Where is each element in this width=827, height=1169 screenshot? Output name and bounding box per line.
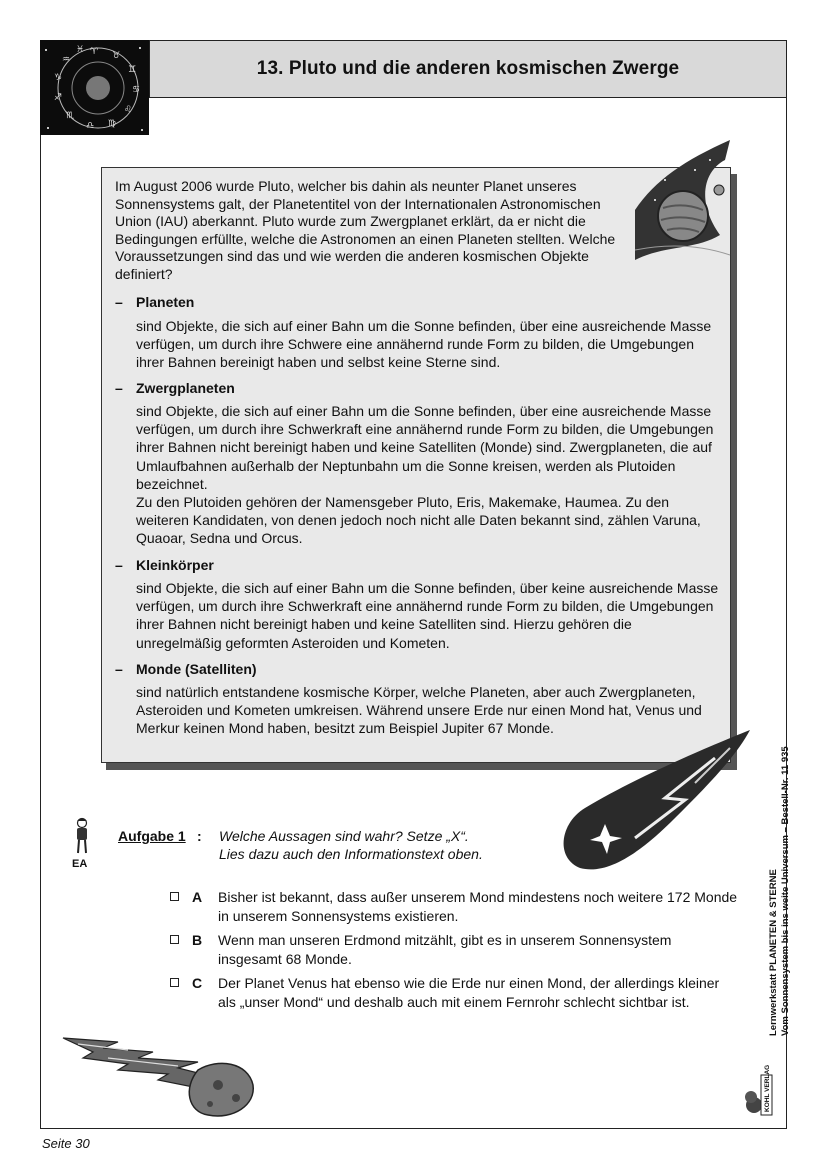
- checkbox-b[interactable]: [170, 935, 179, 944]
- section-text-planeten: sind Objekte, die sich auf einer Bahn um die Sonne befinden, über eine ausreichende Masse verfügen, um durch ihre Schwere eine annähernd runde Form zu bilden, die Umgebungen ihrer Bahnen bereinigt haben und selbst keine Sterne sind.: [136, 318, 712, 371]
- option-text: Wenn man unseren Erdmond mitzählt, gibt es in unserem Sonnensystem insgesamt 68 Monde.: [218, 932, 672, 967]
- section-heading-monde: [115, 661, 257, 678]
- svg-text:♊: ♊: [128, 65, 137, 75]
- task-label: Aufgabe 1: [118, 828, 186, 844]
- svg-text:♑: ♑: [54, 73, 63, 83]
- section-heading-label: Monde (Satelliten): [136, 661, 257, 677]
- checkbox-a[interactable]: [170, 892, 179, 901]
- person-icon: [73, 817, 91, 855]
- ea-label: EA: [72, 858, 88, 870]
- planet-illustration: [625, 140, 735, 270]
- dash: –: [115, 294, 123, 310]
- dash: –: [115, 557, 123, 573]
- title-bar: [149, 40, 787, 98]
- svg-text:♒: ♒: [62, 55, 71, 65]
- dash: –: [115, 380, 123, 396]
- page-number: Seite 30: [42, 1136, 90, 1151]
- section-heading-label: Planeten: [136, 294, 195, 310]
- option-text: Bisher ist bekannt, dass außer unserem Mond mindestens noch weitere 172 Monde in unserem Sonnensystems existieren.: [218, 889, 738, 924]
- option-text: Der Planet Venus hat ebenso wie die Erde nur einen Mond, der allerdings kleiner als „unser Mond“ und deshalb auch mit einem Fernrohr schlecht sichtbar ist.: [218, 975, 720, 1010]
- sidebar-publication-info: [768, 746, 792, 1036]
- option-letter: A: [192, 889, 203, 905]
- publisher-logo: [743, 1075, 779, 1115]
- sidebar-line2: Vom Sonnensystem bis ins weite Universum – Bestell-Nr. 11 935: [780, 746, 791, 1036]
- section-heading-label: Kleinkörper: [136, 557, 214, 573]
- section-text-monde: sind natürlich entstandene kosmische Körper, welche Planeten, aber auch Zwergplaneten, Asteroiden und Kometen umkreisen. Während unsere Erde nur einen Mond hat, Venus und Merkur keinen Mond haben, besitzt zum Beispiel Jupiter 67 Monde.: [136, 684, 702, 737]
- svg-text:♋: ♋: [132, 85, 141, 95]
- task-instruction-line2: Lies dazu auch den Informationstext oben.: [219, 846, 483, 862]
- intro-text: Im August 2006 wurde Pluto, welcher bis dahin als neunter Planet unseres Sonnensystems galt, der Planetentitel von der Internationalen Astronomischen Union (IAU) aberkannt. Pluto wurde zum Zwergplanet erklärt, da er nicht die Bedingungen erfüllte, welche die Astronomen an einen Planeten stellten. Welche Voraussetzungen sind das und wie werden die anderen kosmischen Objekte definiert?: [115, 178, 616, 282]
- publisher-name: KOHL VERLAG: [764, 1064, 771, 1112]
- svg-text:♈: ♈: [90, 47, 99, 57]
- section-heading-kleinkoerper: [115, 557, 214, 574]
- page-title: 13. Pluto und die anderen kosmischen Zwerge: [256, 58, 680, 79]
- dash: –: [115, 661, 123, 677]
- asteroid-illustration: [58, 1030, 258, 1120]
- task-instruction-line1: Welche Aussagen sind wahr? Setze „X“.: [219, 828, 469, 844]
- comet-illustration: [555, 728, 755, 878]
- svg-text:♏: ♏: [66, 111, 75, 121]
- section-text-plutoiden: Zu den Plutoiden gehören der Namensgeber Pluto, Eris, Makemake, Haumea. Zu den weiteren Kandidaten, von denen jedoch noch nicht alle Daten bekannt sind, zählen Varuna, Quaoar, Sedna und Orcus.: [136, 494, 701, 547]
- section-text-kleinkoerper: sind Objekte, die sich auf einer Bahn um die Sonne befinden, über keine ausreichende Masse verfügen, um durch ihre Schwerkraft eine annähernd runde Form zu bilden, die Umgebungen ihrer Bahnen nicht bereinigt haben und keine Satelliten sind. Hierzu gehören die unregelmäßig geformten Asteroiden und Kometen.: [136, 580, 719, 651]
- section-heading-planeten: [115, 294, 194, 311]
- option-letter: B: [192, 932, 203, 948]
- task-colon: :: [197, 828, 202, 844]
- section-heading-zwergplaneten: [115, 380, 235, 397]
- svg-text:♎: ♎: [86, 121, 95, 131]
- zodiac-image: [40, 40, 149, 135]
- svg-text:♉: ♉: [112, 51, 121, 61]
- option-letter: C: [192, 975, 203, 991]
- svg-text:♓: ♓: [76, 45, 85, 55]
- checkbox-c[interactable]: [170, 978, 179, 987]
- section-text-zwergplaneten: sind Objekte, die sich auf einer Bahn um die Sonne befinden, über eine ausreichende Masse verfügen, um durch ihre Schwerkraft eine annähernd runde Form zu bilden, die Umgebungen ihrer Bahnen nicht bereinigt haben und keine Satelliten (Monde) sind. Zwergplaneten, die auf Umlaufbahnen außerhalb der Neptunbahn um die Sonne kreisen, werden als Plutoiden bezeichnet.: [136, 403, 714, 492]
- svg-text:♌: ♌: [124, 105, 133, 115]
- task-instruction: [219, 827, 483, 863]
- svg-text:♍: ♍: [108, 119, 117, 129]
- svg-text:♐: ♐: [54, 93, 63, 103]
- sidebar-line1: Lernwerkstatt PLANETEN & STERNE: [768, 869, 779, 1036]
- section-heading-label: Zwergplaneten: [136, 380, 235, 396]
